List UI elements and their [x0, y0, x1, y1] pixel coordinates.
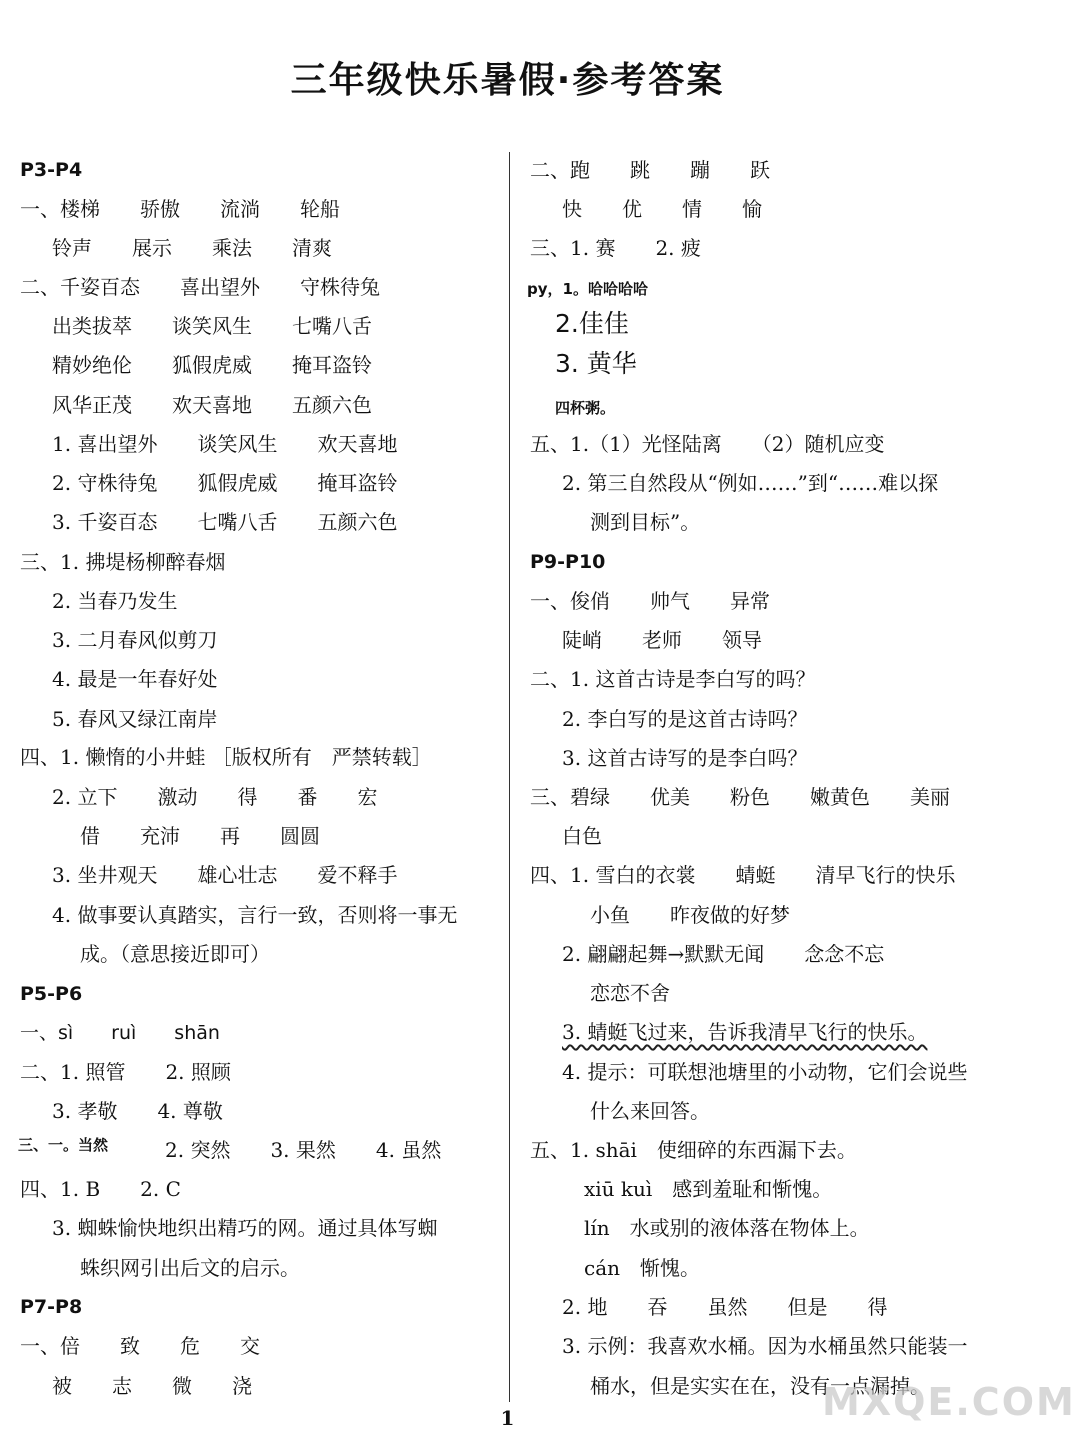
- answer-line: 1. 喜出望外 谈笑风生 欢天喜地: [52, 432, 398, 456]
- wavy-underlined-answer: 3. 蜻蜓飞过来，告诉我清早飞行的快乐。: [562, 1020, 928, 1044]
- answer-line: [562, 1020, 927, 1044]
- answer-line: 精妙绝伦 狐假虎威 掩耳盗铃: [52, 353, 372, 377]
- answer-line: 2.佳佳: [555, 309, 629, 338]
- answer-line: 一、俊俏 帅气 异常: [530, 589, 770, 613]
- section-heading: P5-P6: [20, 983, 83, 1005]
- answer-line: 借 充沛 再 圆圆: [80, 824, 320, 848]
- section-heading: P3-P4: [20, 159, 83, 181]
- page-title: 三年级快乐暑假·参考答案: [290, 60, 725, 101]
- answer-line: 2. 立下 激动 得 番 宏: [52, 785, 378, 809]
- answer-line: 陡峭 老师 领导: [562, 628, 762, 652]
- answer-line: 5. 春风又绿江南岸: [52, 707, 218, 731]
- answer-line: 测到目标”。: [590, 510, 701, 534]
- answer-line: 风华正茂 欢天喜地 五颜六色: [52, 393, 372, 417]
- answer-line: 一、楼梯 骄傲 流淌 轮船: [20, 197, 340, 221]
- answer-line: 小鱼 昨夜做的好梦: [590, 903, 790, 927]
- answer-line: 2. 守株待兔 狐假虎威 掩耳盗铃: [52, 471, 398, 495]
- section-heading: P9-P10: [530, 551, 606, 573]
- answer-line: 一、sì ruì shān: [20, 1022, 220, 1044]
- answer-line: 出类拔萃 谈笑风生 七嘴八舌: [52, 314, 372, 338]
- answer-line: 2. 当春乃发生: [52, 589, 178, 613]
- answer-line: 4. 最是一年春好处: [52, 667, 218, 691]
- answer-line: 一、倍 致 危 交: [20, 1334, 260, 1358]
- answer-line: 三、一。当然: [18, 1136, 109, 1154]
- answer-line: 二、1. 这首古诗是李白写的吗？: [530, 667, 816, 691]
- answer-line: 二、1. 照管 2. 照顾: [20, 1060, 231, 1084]
- answer-line: 五、1. shāi 使细碎的东西漏下去。: [530, 1138, 857, 1162]
- answer-line: 恋恋不舍: [590, 981, 670, 1005]
- answer-line: 铃声 展示 乘法 清爽: [52, 236, 332, 260]
- page-number: 1: [500, 1406, 515, 1430]
- answer-line: 四、1. 雪白的衣裳 蜻蜓 清早飞行的快乐: [530, 863, 956, 887]
- answer-line: 3. 示例：我喜欢水桶。因为水桶虽然只能装一: [562, 1334, 968, 1358]
- answer-line: 快 优 情 愉: [562, 197, 762, 221]
- answer-line: 桶水，但是实实在在，没有一点漏掉。: [590, 1374, 930, 1398]
- answer-line: 2. 第三自然段从“例如……”到“……难以探: [562, 471, 939, 495]
- answer-line: 3. 黄华: [555, 349, 637, 378]
- answer-line: 3. 这首古诗写的是李白吗？: [562, 746, 808, 770]
- answer-line: cán 惭愧。: [584, 1256, 701, 1280]
- column-divider: [509, 152, 510, 1402]
- answer-line: 三、1. 拂堤杨柳醉春烟: [20, 550, 226, 574]
- answer-line: 4. 做事要认真踏实，言行一致，否则将一事无: [52, 903, 458, 927]
- answer-line: 被 志 微 浇: [52, 1374, 252, 1398]
- answer-line: 二、千姿百态 喜出望外 守株待兔: [20, 275, 380, 299]
- answer-line: 四、1. 懒惰的小井蛙 ［版权所有 严禁转载］: [20, 745, 432, 769]
- answer-line: 五、1.（1）光怪陆离 （2）随机应变: [530, 432, 885, 456]
- answer-line: xiū kuì 感到羞耻和惭愧。: [584, 1177, 833, 1201]
- answer-line: 四、1. B 2. C: [20, 1177, 181, 1201]
- answer-line: 3. 孝敬 4. 尊敬: [52, 1099, 223, 1123]
- answer-line: 二、跑 跳 蹦 跃: [530, 158, 770, 182]
- answer-line: 2. 李白写的是这首古诗吗？: [562, 707, 808, 731]
- answer-line: 什么来回答。: [590, 1099, 710, 1123]
- watermark-logo: MXQE.COM: [822, 1380, 1076, 1424]
- answer-line: 3. 二月春风似剪刀: [52, 628, 218, 652]
- answer-line: py，1。哈哈哈哈: [527, 280, 648, 298]
- answer-line: 3. 千姿百态 七嘴八舌 五颜六色: [52, 510, 398, 534]
- section-heading: P7-P8: [20, 1296, 83, 1318]
- answer-line: 2. 突然 3. 果然 4. 虽然: [165, 1138, 442, 1162]
- answer-line: 蛛织网引出后文的启示。: [80, 1256, 300, 1280]
- answer-line: 成。（意思接近即可）: [80, 942, 270, 966]
- answer-line: 三、碧绿 优美 粉色 嫩黄色 美丽: [530, 785, 950, 809]
- answer-line: 3. 坐井观天 雄心壮志 爱不释手: [52, 863, 398, 887]
- answer-line: 三、1. 赛 2. 疲: [530, 236, 701, 260]
- answer-line: 3. 蜘蛛愉快地织出精巧的网。通过具体写蜘: [52, 1216, 438, 1240]
- answer-line: 四杯粥。: [555, 399, 616, 417]
- answer-line: lín 水或别的液体落在物体上。: [584, 1216, 870, 1240]
- answer-line: 4. 提示：可联想池塘里的小动物，它们会说些: [562, 1060, 968, 1084]
- answer-line: 白色: [562, 824, 602, 848]
- answer-line: 2. 翩翩起舞→默默无闻 念念不忘: [562, 942, 885, 966]
- answer-line: 2. 地 吞 虽然 但是 得: [562, 1295, 888, 1319]
